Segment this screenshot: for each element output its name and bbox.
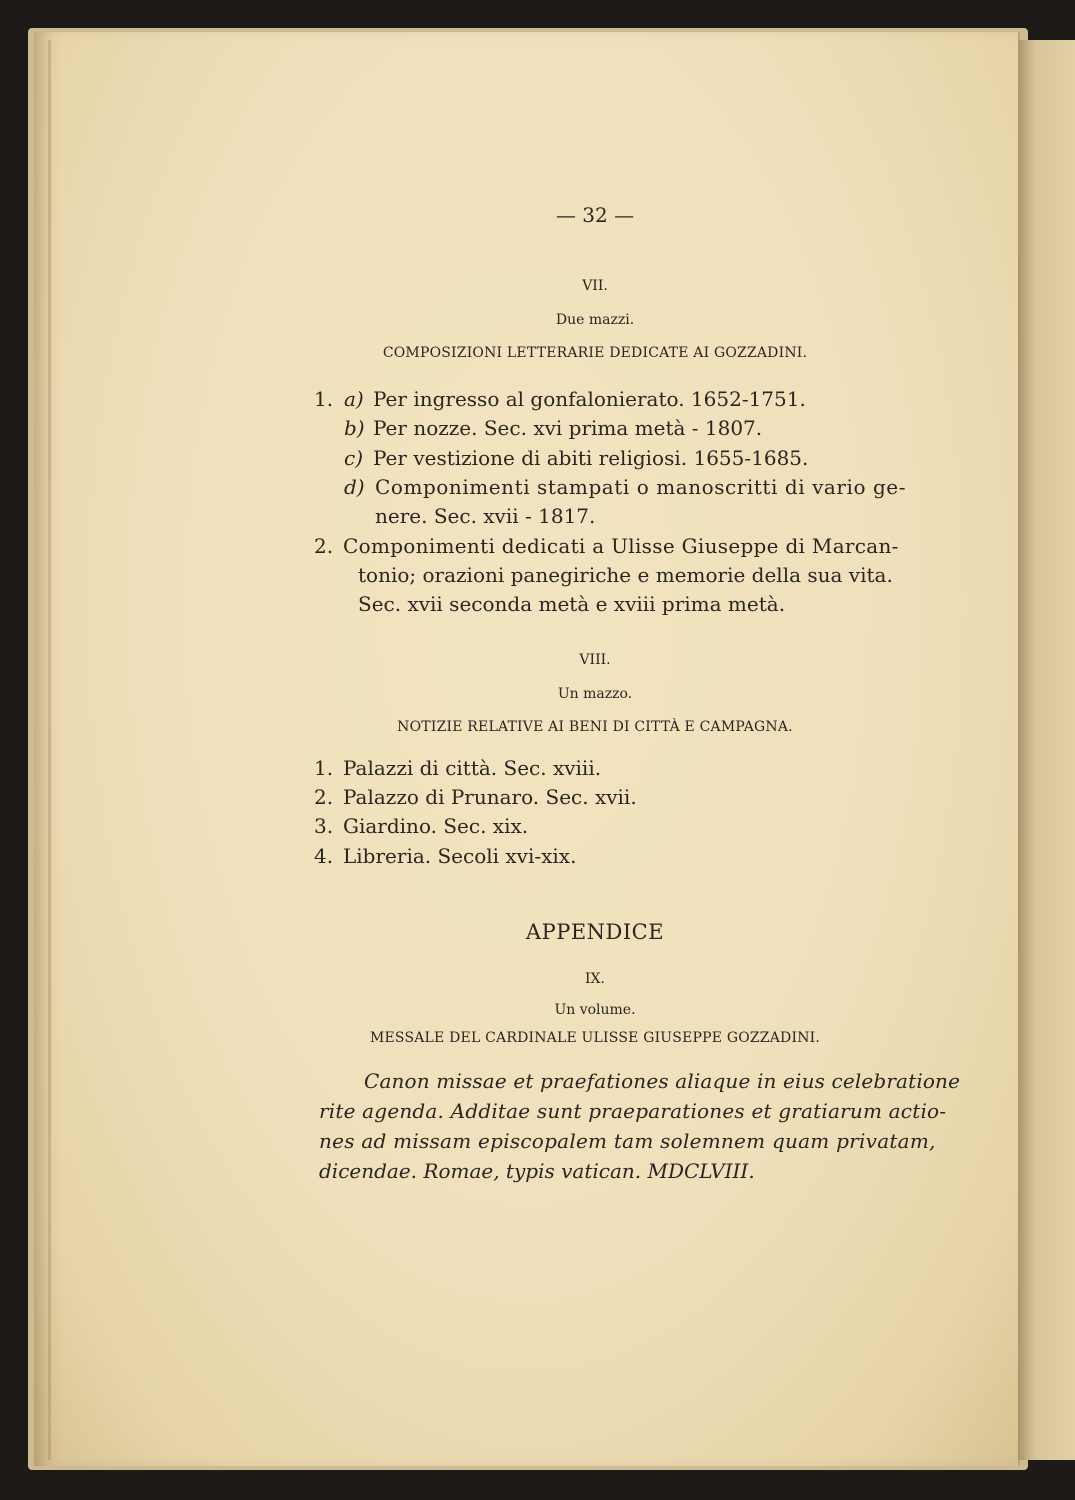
list-item-continuation: nere. Sec. xvii - 1817.	[375, 504, 596, 528]
page-number: — 32 —	[555, 203, 635, 227]
list-item: Componimenti stampati o manoscritti di vario ge-	[375, 475, 906, 499]
list-item-continuation: Sec. xvii seconda metà e xviii prima metà.	[358, 592, 786, 616]
list-item: Per ingresso al gonfalonierato. 1652-1751.	[373, 387, 806, 411]
latin-text-line: nes ad missam episcopalem tam solemnem quam privatam,	[319, 1129, 936, 1153]
section-8-numeral: VIII.	[579, 652, 611, 668]
section-7-numeral: VII.	[582, 278, 608, 294]
section-8-subtitle: Un mazzo.	[557, 686, 633, 702]
list-item: Componimenti dedicati a Ulisse Giuseppe di Marcan-	[343, 534, 899, 558]
item-number: 2.	[314, 534, 334, 558]
appendix-numeral: IX.	[585, 971, 605, 987]
section-8-title: NOTIZIE RELATIVE AI BENI DI CITTÀ E CAMPAGNA.	[397, 719, 793, 735]
appendix-heading: APPENDICE	[525, 920, 665, 944]
item-letter: b)	[344, 416, 365, 440]
item-number: 3.	[314, 814, 334, 838]
list-item: Per nozze. Sec. xvi prima metà - 1807.	[373, 416, 763, 440]
appendix-subtitle: Un volume.	[554, 1002, 636, 1018]
list-item: Libreria. Secoli xvi-xix.	[343, 844, 577, 868]
latin-text-line: dicendae. Romae, typis vatican. MDCLVIII.	[319, 1159, 755, 1183]
latin-text-line: rite agenda. Additae sunt praeparationes et gratiarum actio-	[319, 1099, 947, 1123]
item-number: 1.	[314, 756, 334, 780]
latin-text-line: Canon missae et praefationes aliaque in eius celebratione	[364, 1069, 961, 1093]
list-item: Palazzi di città. Sec. xviii.	[343, 756, 602, 780]
item-number: 4.	[314, 844, 334, 868]
item-letter: a)	[344, 387, 364, 411]
section-7-title: COMPOSIZIONI LETTERARIE DEDICATE AI GOZZADINI.	[382, 345, 808, 361]
list-item: Giardino. Sec. xix.	[343, 814, 529, 838]
item-letter: d)	[344, 475, 365, 499]
list-item: Per vestizione di abiti religiosi. 1655-1685.	[373, 446, 809, 470]
list-item: Palazzo di Prunaro. Sec. xvii.	[343, 785, 637, 809]
item-number: 2.	[314, 785, 334, 809]
item-number: 1.	[314, 387, 334, 411]
item-letter: c)	[344, 446, 364, 470]
section-7-subtitle: Due mazzi.	[555, 312, 635, 328]
list-item-continuation: tonio; orazioni panegiriche e memorie della sua vita.	[358, 563, 893, 587]
appendix-title: MESSALE DEL CARDINALE ULISSE GIUSEPPE GOZZADINI.	[369, 1030, 821, 1046]
